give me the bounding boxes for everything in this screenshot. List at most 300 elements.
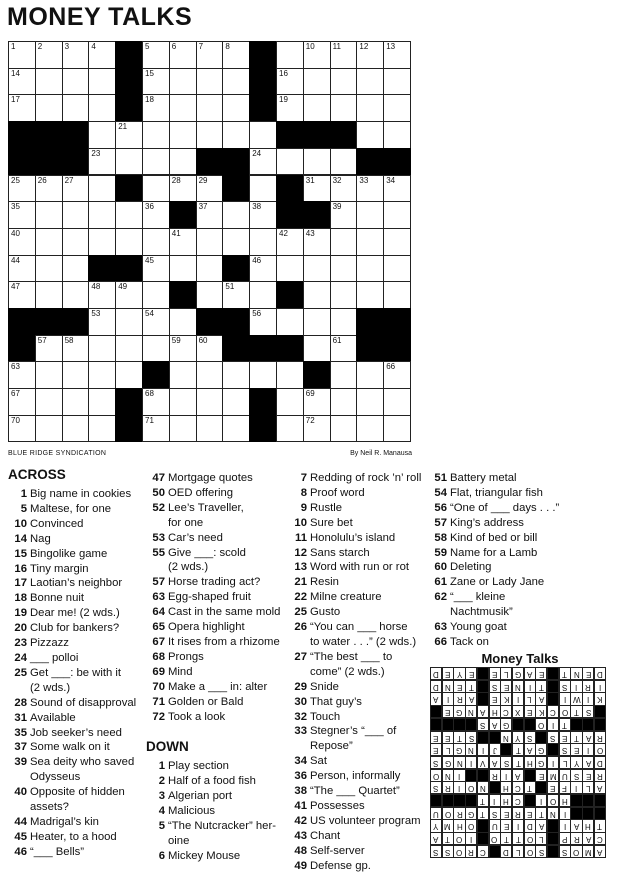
grid-cell[interactable] <box>303 41 331 69</box>
grid-cell[interactable] <box>169 148 197 176</box>
grid-cell[interactable] <box>169 94 197 122</box>
clue-item <box>288 516 430 531</box>
clue-number: 15 <box>145 68 154 78</box>
clue-item <box>288 859 430 873</box>
clue-number: 65 <box>152 621 165 634</box>
grid-cell[interactable] <box>356 255 384 283</box>
grid-cell[interactable] <box>196 175 224 203</box>
grid-cell[interactable] <box>303 415 331 443</box>
grid-cell[interactable] <box>196 201 224 229</box>
clue-item <box>146 804 292 819</box>
grid-cell[interactable] <box>276 255 304 283</box>
solution-cell: Y <box>570 756 582 769</box>
solution-cell: G <box>535 756 547 769</box>
solution-cell: I <box>547 718 559 731</box>
grid-cell[interactable] <box>142 148 170 176</box>
grid-cell[interactable] <box>356 41 384 69</box>
grid-cell[interactable] <box>35 415 63 443</box>
grid-cell[interactable] <box>330 388 358 416</box>
grid-cell[interactable] <box>196 415 224 443</box>
grid-cell[interactable] <box>222 201 250 229</box>
grid-cell[interactable] <box>115 335 143 363</box>
grid-cell[interactable] <box>196 94 224 122</box>
grid-cell[interactable] <box>142 201 170 229</box>
grid-cell[interactable] <box>62 255 90 283</box>
grid-cell[interactable] <box>8 94 36 122</box>
grid-cell[interactable] <box>169 121 197 149</box>
grid-cell[interactable] <box>303 335 331 363</box>
clue-number: 7 <box>300 472 307 484</box>
grid-cell[interactable] <box>88 148 116 176</box>
clue-text: Mickey Mouse <box>168 849 241 862</box>
grid-cell[interactable] <box>35 68 63 96</box>
clue-item <box>288 546 430 561</box>
grid-cell[interactable] <box>142 335 170 363</box>
grid-cell[interactable] <box>169 68 197 96</box>
solution-cell: T <box>535 680 547 693</box>
down-heading: DOWN <box>146 739 189 755</box>
clue-number: 8 <box>225 42 230 51</box>
grid-cell[interactable] <box>196 388 224 416</box>
grid-cell[interactable] <box>303 94 331 122</box>
solution-cell: N <box>465 705 477 718</box>
grid-cell[interactable] <box>303 388 331 416</box>
grid-cell[interactable] <box>330 228 358 256</box>
clue-item <box>288 829 430 844</box>
grid-cell[interactable] <box>35 281 63 309</box>
grid-cell[interactable] <box>35 94 63 122</box>
grid-cell[interactable] <box>330 148 358 176</box>
grid-cell[interactable] <box>356 415 384 443</box>
grid-cell[interactable] <box>222 68 250 96</box>
clue-number <box>8 800 30 815</box>
grid-cell[interactable] <box>62 415 90 443</box>
grid-cell[interactable] <box>8 41 36 69</box>
clue-number: 25 <box>14 666 27 679</box>
grid-cell[interactable] <box>330 41 358 69</box>
grid-cell[interactable] <box>142 228 170 256</box>
solution-cell: N <box>453 756 465 769</box>
solution-cell: R <box>570 832 582 845</box>
clue-number: 43 <box>294 829 307 842</box>
solution-cell: S <box>489 680 501 693</box>
solution-cell: R <box>582 680 594 693</box>
grid-cell[interactable] <box>115 148 143 176</box>
solution-black-square <box>547 845 559 858</box>
grid-cell[interactable] <box>115 121 143 149</box>
grid-cell[interactable] <box>356 68 384 96</box>
solution-cell: G <box>512 667 524 680</box>
clue-text: It rises from a rhizome <box>168 635 280 648</box>
grid-cell[interactable] <box>356 175 384 203</box>
clue-text: Prongs <box>168 650 204 663</box>
grid-cell[interactable] <box>169 228 197 256</box>
grid-cell[interactable] <box>142 94 170 122</box>
grid-cell[interactable] <box>8 68 36 96</box>
black-square <box>249 388 277 416</box>
grid-cell[interactable] <box>142 281 170 309</box>
clue-text: Half of a food fish <box>168 775 256 788</box>
clue-text: Club for bankers? <box>30 622 120 635</box>
clue-text: Laotian’s neighbor <box>30 577 123 590</box>
grid-cell[interactable] <box>330 308 358 336</box>
grid-cell[interactable] <box>62 281 90 309</box>
grid-cell[interactable] <box>88 415 116 443</box>
grid-cell[interactable] <box>356 94 384 122</box>
solution-cell: T <box>559 667 571 680</box>
grid-cell[interactable] <box>196 281 224 309</box>
across-heading: ACROSS <box>8 467 66 482</box>
grid-cell[interactable] <box>8 415 36 443</box>
grid-cell[interactable] <box>88 68 116 96</box>
grid-cell[interactable] <box>222 281 250 309</box>
grid-cell[interactable] <box>330 361 358 389</box>
grid-cell[interactable] <box>169 415 197 443</box>
solution-black-square <box>594 718 606 731</box>
grid-cell[interactable] <box>222 388 250 416</box>
clue-text: “You can ___ horse <box>310 621 408 634</box>
grid-cell[interactable] <box>8 361 36 389</box>
grid-cell[interactable] <box>276 361 304 389</box>
clue-text: Horse trading act? <box>168 576 261 589</box>
solution-cell: W <box>570 692 582 705</box>
grid-cell[interactable] <box>142 175 170 203</box>
grid-cell[interactable] <box>249 281 277 309</box>
clue-item <box>146 590 292 605</box>
grid-cell[interactable] <box>142 415 170 443</box>
grid-cell[interactable] <box>8 228 36 256</box>
clue-number: 63 <box>11 362 20 372</box>
grid-cell[interactable] <box>88 121 116 149</box>
solution-cell: H <box>559 794 571 807</box>
grid-cell[interactable] <box>115 228 143 256</box>
solution-cell: S <box>570 769 582 782</box>
grid-cell[interactable] <box>142 308 170 336</box>
grid-cell[interactable] <box>383 201 411 229</box>
grid-cell[interactable] <box>276 415 304 443</box>
solution-black-square <box>477 769 489 782</box>
solution-cell: E <box>430 743 442 756</box>
grid-cell[interactable] <box>383 41 411 69</box>
clue-number: 56 <box>434 501 447 514</box>
solution-cell: C <box>512 781 524 794</box>
clue-number: 47 <box>11 282 20 292</box>
grid-cell[interactable] <box>249 148 277 176</box>
grid-cell[interactable] <box>383 228 411 256</box>
clue-number <box>146 516 168 531</box>
clue-number: 58 <box>64 335 74 345</box>
grid-cell[interactable] <box>196 121 224 149</box>
grid-cell[interactable] <box>222 41 250 69</box>
grid-cell[interactable] <box>383 175 411 203</box>
grid-cell[interactable] <box>169 335 197 363</box>
grid-cell[interactable] <box>35 41 63 69</box>
grid-cell[interactable] <box>356 121 384 149</box>
grid-cell[interactable] <box>35 388 63 416</box>
solution-cell: R <box>453 807 465 820</box>
black-square <box>303 201 331 229</box>
grid-cell[interactable] <box>249 121 277 149</box>
clue-text: Make a ___ in: alter <box>168 680 268 693</box>
grid-cell[interactable] <box>88 94 116 122</box>
clue-number: 66 <box>386 362 396 372</box>
clue-number: 45 <box>145 255 154 265</box>
clue-number: 59 <box>171 335 181 345</box>
grid-cell[interactable] <box>222 228 250 256</box>
clue-item <box>146 680 292 695</box>
black-square <box>383 308 411 336</box>
grid-cell[interactable] <box>303 255 331 283</box>
grid-cell[interactable] <box>169 175 197 203</box>
grid-cell[interactable] <box>88 281 116 309</box>
grid-cell[interactable] <box>88 388 116 416</box>
grid-cell[interactable] <box>330 175 358 203</box>
solution-black-square <box>430 718 442 731</box>
clue-item <box>288 590 430 605</box>
grid-cell[interactable] <box>8 388 36 416</box>
solution-cell: S <box>430 845 442 858</box>
solution-cell: S <box>547 731 559 744</box>
clue-item <box>288 620 430 635</box>
grid-cell[interactable] <box>383 388 411 416</box>
grid-cell[interactable] <box>249 308 277 336</box>
grid-cell[interactable] <box>330 281 358 309</box>
puzzle-title: MONEY TALKS <box>7 3 193 31</box>
grid-cell[interactable] <box>169 255 197 283</box>
solution-cell: I <box>477 743 489 756</box>
grid-cell[interactable] <box>303 308 331 336</box>
grid-cell[interactable] <box>88 361 116 389</box>
clue-item <box>288 695 430 710</box>
solution-cell: S <box>442 845 454 858</box>
grid-cell[interactable] <box>222 361 250 389</box>
clue-text: Maltese, for one <box>30 502 112 515</box>
clue-text: “___ Bells” <box>30 845 84 858</box>
clue-item <box>8 606 146 621</box>
grid-cell[interactable] <box>8 175 36 203</box>
grid-cell[interactable] <box>222 121 250 149</box>
solution-cell: E <box>500 680 512 693</box>
solution-cell: Y <box>430 819 442 832</box>
grid-cell[interactable] <box>196 361 224 389</box>
grid-cell[interactable] <box>88 335 116 363</box>
clue-number: 27 <box>294 650 307 663</box>
grid-cell[interactable] <box>115 201 143 229</box>
grid-cell[interactable] <box>62 41 90 69</box>
grid-cell[interactable] <box>115 361 143 389</box>
clue-number: 37 <box>14 741 27 754</box>
clue-number: 46 <box>252 255 262 265</box>
clue-text: Snide <box>310 680 339 693</box>
clue-number: 69 <box>305 389 315 399</box>
grid-cell[interactable] <box>196 41 224 69</box>
clue-item <box>146 635 292 650</box>
solution-black-square <box>453 718 465 731</box>
clue-number <box>428 605 450 620</box>
clue-item <box>288 635 430 650</box>
grid-cell[interactable] <box>383 94 411 122</box>
grid-cell[interactable] <box>169 308 197 336</box>
grid-cell[interactable] <box>196 68 224 96</box>
grid-cell[interactable] <box>383 415 411 443</box>
grid-cell[interactable] <box>8 255 36 283</box>
clue-number: 35 <box>11 202 20 212</box>
grid-cell[interactable] <box>88 308 116 336</box>
grid-cell[interactable] <box>303 281 331 309</box>
grid-cell[interactable] <box>276 68 304 96</box>
clue-item <box>288 844 430 859</box>
grid-cell[interactable] <box>169 388 197 416</box>
clue-item <box>8 785 146 800</box>
clue-item <box>146 605 292 620</box>
clue-item <box>8 591 146 606</box>
clue-text: Job seeker’s need <box>30 726 122 739</box>
black-square <box>35 121 63 149</box>
grid-cell[interactable] <box>330 335 358 363</box>
grid-cell[interactable] <box>356 388 384 416</box>
grid-cell[interactable] <box>196 335 224 363</box>
grid-cell[interactable] <box>276 388 304 416</box>
grid-cell[interactable] <box>35 201 63 229</box>
grid-cell[interactable] <box>303 68 331 96</box>
grid-cell[interactable] <box>356 201 384 229</box>
grid-cell[interactable] <box>142 121 170 149</box>
grid-cell[interactable] <box>330 201 358 229</box>
solution-cell: T <box>570 705 582 718</box>
grid-cell[interactable] <box>62 175 90 203</box>
solution-cell: L <box>535 832 547 845</box>
clue-number: 7 <box>198 42 204 51</box>
clue-number: 14 <box>11 68 20 78</box>
grid-cell[interactable] <box>303 175 331 203</box>
grid-cell[interactable] <box>62 228 90 256</box>
grid-cell[interactable] <box>35 335 63 363</box>
grid-cell[interactable] <box>169 41 197 69</box>
grid-cell[interactable] <box>356 361 384 389</box>
grid-cell[interactable] <box>330 255 358 283</box>
grid-cell[interactable] <box>115 281 143 309</box>
grid-cell[interactable] <box>62 361 90 389</box>
grid-cell[interactable] <box>383 281 411 309</box>
solution-black-square <box>512 718 524 731</box>
solution-cell: L <box>559 756 571 769</box>
clue-text: US volunteer program <box>310 814 421 827</box>
grid-cell[interactable] <box>276 41 304 69</box>
grid-cell[interactable] <box>196 255 224 283</box>
grid-cell[interactable] <box>88 201 116 229</box>
clue-text: (2 wds.) <box>30 681 71 694</box>
grid-cell[interactable] <box>88 228 116 256</box>
grid-cell[interactable] <box>383 361 411 389</box>
grid-cell[interactable] <box>330 415 358 443</box>
solution-cell: O <box>594 743 606 756</box>
grid-cell[interactable] <box>249 228 277 256</box>
solution-title: Money Talks <box>481 651 559 666</box>
clue-number: 10 <box>14 517 27 530</box>
clue-number: 33 <box>359 175 369 185</box>
grid-cell[interactable] <box>222 415 250 443</box>
grid-cell[interactable] <box>303 148 331 176</box>
solution-cell: S <box>500 756 512 769</box>
solution-cell: I <box>465 756 477 769</box>
grid-cell[interactable] <box>356 281 384 309</box>
solution-black-square <box>570 718 582 731</box>
grid-cell[interactable] <box>142 255 170 283</box>
grid-cell[interactable] <box>276 94 304 122</box>
grid-cell[interactable] <box>249 175 277 203</box>
grid-cell[interactable] <box>62 201 90 229</box>
grid-cell[interactable] <box>62 388 90 416</box>
clue-number: 26 <box>37 175 47 185</box>
solution-cell: O <box>453 832 465 845</box>
grid-cell[interactable] <box>88 41 116 69</box>
grid-cell[interactable] <box>249 361 277 389</box>
grid-cell[interactable] <box>169 361 197 389</box>
grid-cell[interactable] <box>88 175 116 203</box>
solution-cell: E <box>453 680 465 693</box>
solution-cell: A <box>489 718 501 731</box>
clue-number: 70 <box>152 680 165 693</box>
grid-cell[interactable] <box>383 121 411 149</box>
grid-cell[interactable] <box>8 201 36 229</box>
grid-cell[interactable] <box>222 94 250 122</box>
grid-cell[interactable] <box>276 148 304 176</box>
grid-cell[interactable] <box>356 228 384 256</box>
grid-cell[interactable] <box>383 255 411 283</box>
solution-cell: G <box>453 743 465 756</box>
grid-cell[interactable] <box>142 388 170 416</box>
black-square <box>276 201 304 229</box>
clue-text: Gusto <box>310 606 341 619</box>
clue-text: Egg-shaped fruit <box>168 591 251 604</box>
clue-item <box>288 531 430 546</box>
clue-item <box>428 486 618 501</box>
solution-cell: R <box>594 769 606 782</box>
grid-cell[interactable] <box>330 94 358 122</box>
grid-cell[interactable] <box>115 308 143 336</box>
grid-cell[interactable] <box>276 228 304 256</box>
black-square <box>115 41 143 69</box>
grid-cell[interactable] <box>35 228 63 256</box>
solution-cell: A <box>535 819 547 832</box>
grid-cell[interactable] <box>330 68 358 96</box>
grid-cell[interactable] <box>62 335 90 363</box>
clue-item <box>288 471 430 486</box>
grid-cell[interactable] <box>303 228 331 256</box>
grid-cell[interactable] <box>62 94 90 122</box>
clue-number: 9 <box>300 501 307 514</box>
solution-cell: H <box>582 819 594 832</box>
grid-cell[interactable] <box>142 68 170 96</box>
grid-cell[interactable] <box>35 175 63 203</box>
clue-text: Opposite of hidden <box>30 786 125 799</box>
grid-cell[interactable] <box>249 201 277 229</box>
grid-cell[interactable] <box>35 255 63 283</box>
grid-cell[interactable] <box>142 41 170 69</box>
grid-cell[interactable] <box>62 68 90 96</box>
clue-number: 71 <box>152 695 165 708</box>
grid-cell[interactable] <box>196 228 224 256</box>
grid-cell[interactable] <box>276 308 304 336</box>
grid-cell[interactable] <box>8 281 36 309</box>
grid-cell[interactable] <box>383 68 411 96</box>
black-square <box>8 335 36 363</box>
black-square <box>169 201 197 229</box>
solution-cell: E <box>442 731 454 744</box>
grid-cell[interactable] <box>35 361 63 389</box>
clue-text: Name for a Lamb <box>450 546 538 559</box>
grid-cell[interactable] <box>249 255 277 283</box>
